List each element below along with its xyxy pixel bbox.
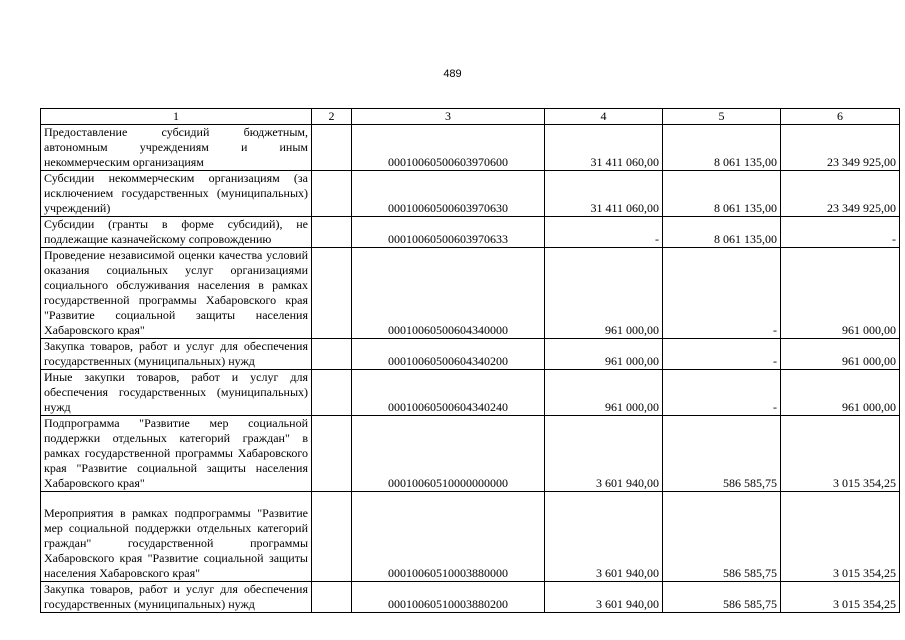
row-col6: 3 015 354,25 (781, 582, 900, 613)
row-code: 00010060500604340240 (352, 370, 545, 416)
row-name: Закупка товаров, работ и услуг для обеспечения государственных (муниципальных) нужд (41, 339, 312, 370)
table-row (41, 125, 900, 171)
table-row (41, 171, 900, 217)
row-col2 (312, 171, 352, 217)
row-col2 (312, 582, 352, 613)
row-name: Мероприятия в рамках подпрограммы "Развитие мер социальной поддержки отдельных категорий граждан" государственной программы Хабаровского края "Развитие социальной защиты населения Хабаровского края" (41, 492, 312, 582)
row-col6: 3 015 354,25 (781, 416, 900, 492)
row-col5: 8 061 135,00 (663, 217, 781, 248)
row-col4: 3 601 940,00 (545, 582, 663, 613)
row-name: Закупка товаров, работ и услуг для обеспечения государственных (муниципальных) нужд (41, 582, 312, 613)
row-col2 (312, 416, 352, 492)
row-code: 00010060510003880200 (352, 582, 545, 613)
row-name: Проведение независимой оценки качества условий оказания социальных услуг организациями социального обслуживания населения в рамках государственной программы Хабаровского края "Развитие социальной защиты населения Хабаровского края" (41, 248, 312, 339)
row-col6: 961 000,00 (781, 248, 900, 339)
row-col6: - (781, 217, 900, 248)
row-code: 00010060500603970630 (352, 171, 545, 217)
page-number: 489 (443, 68, 462, 80)
table-row (41, 582, 900, 613)
row-code: 00010060510003880000 (352, 492, 545, 582)
row-col4: 3 601 940,00 (545, 416, 663, 492)
row-col5: 586 585,75 (663, 416, 781, 492)
row-name: Иные закупки товаров, работ и услуг для обеспечения государственных (муниципальных) нужд (41, 370, 312, 416)
column-header-4: 4 (545, 109, 663, 125)
row-col4: 31 411 060,00 (545, 125, 663, 171)
table-row (41, 416, 900, 492)
row-code: 00010060500603970633 (352, 217, 545, 248)
budget-table (40, 108, 900, 613)
column-header-3: 3 (352, 109, 545, 125)
row-col2 (312, 339, 352, 370)
row-code: 00010060510000000000 (352, 416, 545, 492)
row-col4: - (545, 217, 663, 248)
column-header-1: 1 (41, 109, 312, 125)
row-col5: 8 061 135,00 (663, 171, 781, 217)
row-col4: 961 000,00 (545, 370, 663, 416)
row-col5: - (663, 248, 781, 339)
row-col2 (312, 125, 352, 171)
row-col6: 961 000,00 (781, 339, 900, 370)
row-col2 (312, 492, 352, 582)
row-col6: 23 349 925,00 (781, 171, 900, 217)
row-name: Подпрограмма "Развитие мер социальной поддержки отдельных категорий граждан" в рамках государственной программы Хабаровского края "Развитие социальной защиты населения Хабаровского края" (41, 416, 312, 492)
row-col6: 961 000,00 (781, 370, 900, 416)
row-name: Субсидии некоммерческим организациям (за исключением государственных (муниципальных) учреждений) (41, 171, 312, 217)
row-col4: 961 000,00 (545, 248, 663, 339)
row-col2 (312, 248, 352, 339)
column-header-6: 6 (781, 109, 900, 125)
row-name: Предоставление субсидий бюджетным, автономным учреждениям и иным некоммерческим организациям (41, 125, 312, 171)
row-col2 (312, 370, 352, 416)
row-col5: - (663, 370, 781, 416)
row-col4: 3 601 940,00 (545, 492, 663, 582)
table-row (41, 370, 900, 416)
row-col2 (312, 217, 352, 248)
row-col6: 23 349 925,00 (781, 125, 900, 171)
column-header-5: 5 (663, 109, 781, 125)
header-row (41, 109, 900, 125)
row-code: 00010060500603970600 (352, 125, 545, 171)
row-name: Субсидии (гранты в форме субсидий), не подлежащие казначейскому сопровождению (41, 217, 312, 248)
row-col5: 8 061 135,00 (663, 125, 781, 171)
row-col6: 3 015 354,25 (781, 492, 900, 582)
row-col5: 586 585,75 (663, 582, 781, 613)
table-row (41, 217, 900, 248)
row-col4: 31 411 060,00 (545, 171, 663, 217)
table-row (41, 339, 900, 370)
column-header-2: 2 (312, 109, 352, 125)
row-code: 00010060500604340200 (352, 339, 545, 370)
table-row (41, 248, 900, 339)
row-col4: 961 000,00 (545, 339, 663, 370)
row-code: 00010060500604340000 (352, 248, 545, 339)
row-col5: - (663, 339, 781, 370)
row-col5: 586 585,75 (663, 492, 781, 582)
table-row (41, 492, 900, 582)
